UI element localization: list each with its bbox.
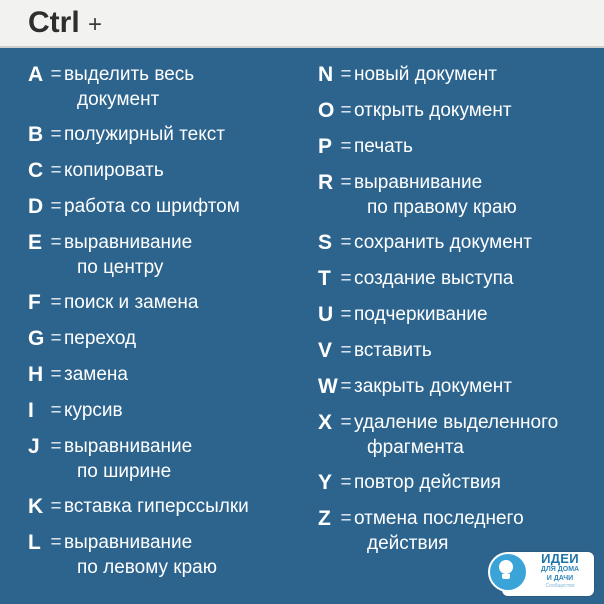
equals-sign: = [340, 136, 352, 157]
shortcut-description [354, 470, 604, 495]
shortcut-description-line1: удаление выделенного [354, 412, 559, 433]
equals-sign: = [340, 508, 352, 529]
list-item [28, 230, 318, 280]
list-item [28, 434, 318, 484]
equals-sign: = [340, 376, 352, 397]
list-item [28, 398, 318, 424]
shortcut-description-line1: поиск и замена [64, 292, 199, 313]
list-item [28, 326, 318, 352]
shortcut-description [64, 122, 318, 147]
shortcut-description [354, 266, 604, 291]
equals-sign: = [50, 64, 62, 85]
shortcut-key: A [28, 63, 44, 86]
equals-sign: = [50, 364, 62, 385]
shortcut-description-line1: переход [64, 328, 137, 349]
list-item [318, 170, 604, 220]
shortcut-description [64, 434, 318, 484]
list-item [28, 158, 318, 184]
shortcut-description-line1: открыть документ [354, 100, 512, 121]
list-item [28, 122, 318, 148]
equals-sign: = [50, 496, 62, 517]
shortcut-key: E [28, 231, 43, 254]
equals-sign: = [340, 232, 352, 253]
shortcut-key: W [318, 375, 338, 398]
page-title-text: Ctrl [28, 6, 80, 39]
list-item [28, 494, 318, 520]
equals-sign: = [50, 532, 62, 553]
shortcut-description [354, 410, 604, 460]
shortcut-key: U [318, 303, 334, 326]
shortcut-key: S [318, 231, 333, 254]
shortcut-description [64, 530, 318, 580]
list-item [318, 470, 604, 496]
header-divider [0, 46, 604, 48]
shortcut-description [354, 134, 604, 159]
equals-sign: = [50, 160, 62, 181]
shortcut-description-line1: печать [354, 136, 413, 157]
list-item [318, 410, 604, 460]
page-title [28, 6, 102, 40]
equals-sign: = [50, 436, 62, 457]
shortcut-description-line1: копировать [64, 160, 164, 181]
shortcut-description-line2: по правому краю [367, 197, 517, 218]
list-item [318, 338, 604, 364]
shortcut-description-line2: по центру [77, 257, 164, 278]
shortcut-description [354, 302, 604, 327]
shortcut-column-right [318, 62, 604, 604]
shortcut-description [354, 98, 604, 123]
shortcut-description [354, 170, 604, 220]
equals-sign: = [340, 64, 352, 85]
watermark-text [528, 552, 592, 590]
shortcut-description-line1: полужирный текст [64, 124, 225, 145]
equals-sign: = [50, 124, 62, 145]
shortcut-description [64, 494, 318, 519]
shortcut-description-line1: создание выступа [354, 268, 514, 289]
shortcut-description-line1: повтор действия [354, 472, 501, 493]
list-item [318, 230, 604, 256]
equals-sign: = [50, 196, 62, 217]
shortcut-key: P [318, 135, 333, 158]
watermark-line-4: Сообщество [545, 583, 575, 589]
shortcut-description-line1: подчеркивание [354, 304, 488, 325]
shortcut-column-left [0, 62, 318, 604]
list-item [318, 374, 604, 400]
shortcut-key: R [318, 171, 334, 194]
list-item [28, 362, 318, 388]
shortcut-description [354, 230, 604, 255]
shortcut-description-line2: действия [367, 533, 449, 554]
watermark-line-1: ИДЕИ [541, 551, 579, 566]
shortcut-description-line1: выравнивание [64, 436, 193, 457]
lightbulb-base [502, 574, 510, 579]
shortcut-description-line1: вставить [354, 340, 432, 361]
shortcut-description-line1: выравнивание [64, 532, 193, 553]
list-item [318, 266, 604, 292]
shortcut-key: C [28, 159, 44, 182]
list-item [318, 134, 604, 160]
equals-sign: = [340, 412, 352, 433]
shortcut-description [64, 362, 318, 387]
shortcut-key: L [28, 531, 41, 554]
shortcut-description-line2: фрагмента [367, 437, 464, 458]
shortcut-description [64, 290, 318, 315]
watermark-line-3: И ДАЧИ [546, 575, 574, 582]
shortcut-key: H [28, 363, 44, 386]
equals-sign: = [50, 400, 62, 421]
list-item [318, 62, 604, 88]
list-item [28, 290, 318, 316]
shortcut-description [64, 158, 318, 183]
plus-symbol: + [88, 11, 103, 38]
shortcut-description-line2: по ширине [77, 461, 172, 482]
shortcut-description [354, 62, 604, 87]
equals-sign: = [340, 304, 352, 325]
list-item [28, 62, 318, 112]
equals-sign: = [340, 268, 352, 289]
lightbulb-icon [488, 552, 528, 592]
shortcut-key: F [28, 291, 41, 314]
equals-sign: = [340, 172, 352, 193]
shortcut-key: X [318, 411, 333, 434]
shortcut-description-line2: по левому краю [77, 557, 217, 578]
shortcut-description [64, 194, 318, 219]
shortcut-description-line1: курсив [64, 400, 123, 421]
shortcut-description-line1: вставка гиперссылки [64, 496, 249, 517]
watermark-line-2: ДЛЯ ДОМА [540, 566, 580, 573]
shortcut-key: J [28, 435, 40, 458]
shortcut-description [64, 230, 318, 280]
shortcut-key: Z [318, 507, 331, 530]
shortcut-key: N [318, 63, 334, 86]
shortcut-description-line1: сохранить документ [354, 232, 532, 253]
shortcut-key: G [28, 327, 45, 350]
list-item [318, 98, 604, 124]
shortcut-description-line1: закрыть документ [354, 376, 512, 397]
lightbulb-glass [499, 560, 513, 574]
shortcut-description [354, 374, 604, 399]
shortcut-description-line1: замена [64, 364, 128, 385]
shortcut-key: Y [318, 471, 333, 494]
shortcut-description-line1: новый документ [354, 64, 497, 85]
shortcut-key: T [318, 267, 331, 290]
shortcut-description [354, 338, 604, 363]
shortcut-description-line1: выравнивание [64, 232, 193, 253]
shortcut-key: K [28, 495, 44, 518]
shortcut-description-line1: работа со шрифтом [64, 196, 240, 217]
shortcut-columns [0, 62, 604, 604]
shortcut-key: B [28, 123, 44, 146]
shortcut-key: D [28, 195, 44, 218]
list-item [28, 194, 318, 220]
shortcut-description-line1: выравнивание [354, 172, 483, 193]
shortcut-description-line2: документ [77, 89, 160, 110]
equals-sign: = [50, 292, 62, 313]
equals-sign: = [50, 328, 62, 349]
equals-sign: = [340, 340, 352, 361]
watermark-logo [502, 548, 594, 596]
shortcut-description [64, 326, 318, 351]
shortcut-description [64, 398, 318, 423]
equals-sign: = [340, 100, 352, 121]
equals-sign: = [340, 472, 352, 493]
shortcut-key: O [318, 99, 335, 122]
shortcut-key: V [318, 339, 333, 362]
shortcut-description-line1: выделить весь [64, 64, 195, 85]
shortcut-key: I [28, 399, 34, 422]
equals-sign: = [50, 232, 62, 253]
shortcut-description-line1: отмена последнего [354, 508, 524, 529]
shortcut-description [64, 62, 318, 112]
poster-header [0, 0, 604, 48]
list-item [318, 302, 604, 328]
list-item [28, 530, 318, 580]
